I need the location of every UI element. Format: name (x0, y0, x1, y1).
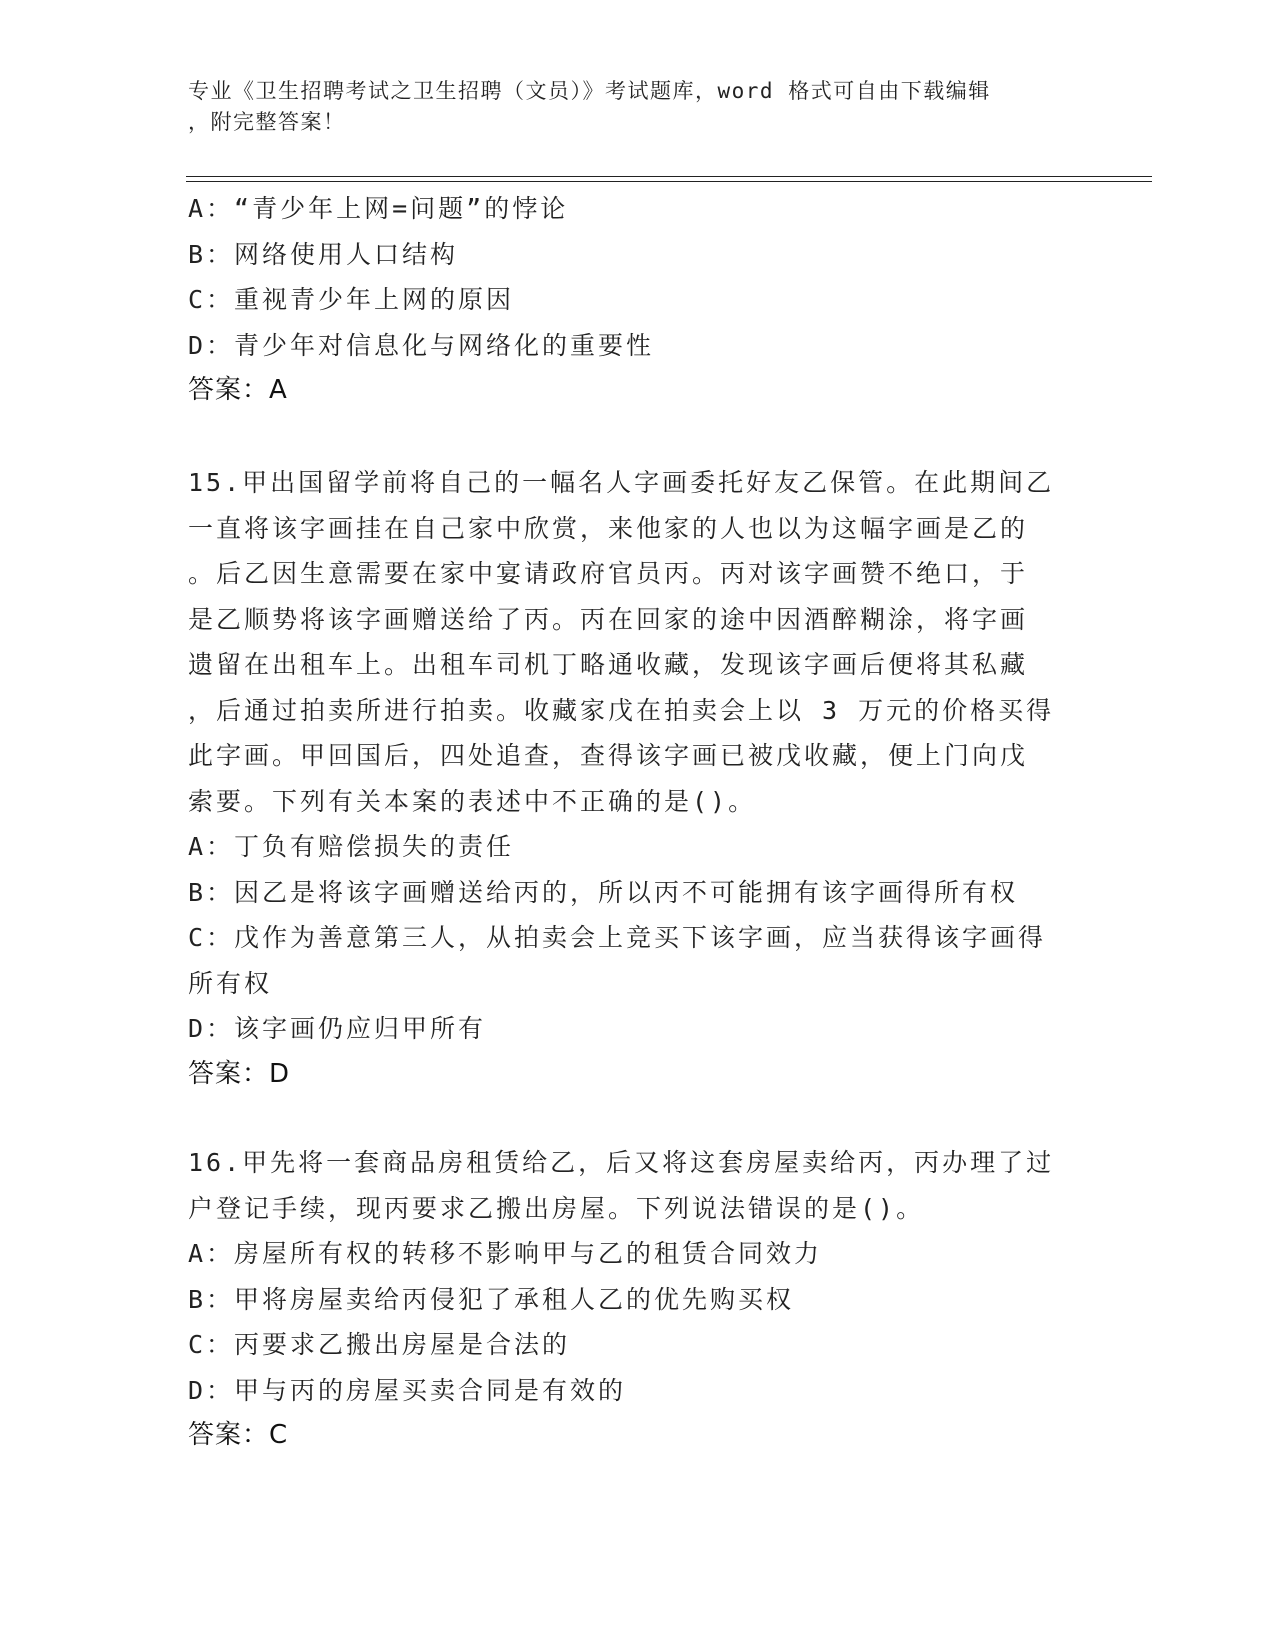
question-stem-line: 。后乙因生意需要在家中宴请政府官员丙。丙对该字画赞不绝口，于 (188, 559, 1029, 588)
question-15 (188, 460, 1088, 1097)
option-a: A：丁负有赔偿损失的责任 (188, 832, 515, 861)
header-line-1: 专业《卫生招聘考试之卫生招聘（文员）》考试题库，word 格式可自由下载编辑 (188, 79, 991, 103)
option-c-continued: 所有权 (188, 968, 273, 998)
question-stem-line: 16.甲先将一套商品房租赁给乙，后又将这套房屋卖给丙，丙办理了过 (188, 1148, 1055, 1177)
question-stem-line: 遗留在出租车上。出租车司机丁略通收藏，发现该字画后便将其私藏 (188, 650, 1029, 679)
option-a: A：“青少年上网=问题”的悖论 (188, 194, 569, 223)
answer-line: 答案：D (188, 1058, 291, 1089)
question-stem-line: 一直将该字画挂在自己家中欣赏，来他家的人也以为这幅字画是乙的 (188, 513, 1029, 543)
question-stem-line: 户登记手续，现丙要求乙搬出房屋。下列说法错误的是()。 (188, 1193, 925, 1223)
option-b: B：网络使用人口结构 (188, 239, 459, 269)
page-header (188, 76, 1088, 138)
option-c: C：重视青少年上网的原因 (188, 285, 515, 314)
answer-line: 答案：C (188, 1420, 289, 1450)
option-d: D：甲与丙的房屋买卖合同是有效的 (188, 1375, 627, 1405)
option-c: C：丙要求乙搬出房屋是合法的 (188, 1330, 571, 1359)
option-c: C：戊作为善意第三人，从拍卖会上竞买下该字画，应当获得该字画得 (188, 923, 1047, 952)
question-stem-line: 15.甲出国留学前将自己的一幅名人字画委托好友乙保管。在此期间乙 (188, 468, 1055, 497)
question-stem-line: 是乙顺势将该字画赠送给了丙。丙在回家的途中因酒醉糊涂，将字画 (188, 604, 1029, 634)
header-line-2: ，附完整答案！ (188, 110, 346, 134)
option-a: A：房屋所有权的转移不影响甲与乙的租赁合同效力 (188, 1239, 823, 1268)
question-stem-line: 索要。下列有关本案的表述中不正确的是()。 (188, 786, 757, 816)
header-divider-top (186, 176, 1152, 177)
question-14-continued (188, 186, 1088, 414)
header-divider-bottom (186, 181, 1152, 182)
option-d: D：青少年对信息化与网络化的重要性 (188, 330, 655, 360)
question-16 (188, 1140, 1088, 1459)
question-stem-line: ，后通过拍卖所进行拍卖。收藏家戊在拍卖会上以 3 万元的价格买得 (188, 695, 1055, 725)
option-b: B：甲将房屋卖给丙侵犯了承租人乙的优先购买权 (188, 1284, 795, 1314)
question-stem-line: 此字画。甲回国后，四处追查，查得该字画已被戊收藏，便上门向戊 (188, 741, 1029, 770)
answer-line: 答案：A (188, 375, 288, 405)
option-b: B：因乙是将该字画赠送给丙的，所以丙不可能拥有该字画得所有权 (188, 877, 1019, 907)
option-d: D：该字画仍应归甲所有 (188, 1014, 487, 1043)
